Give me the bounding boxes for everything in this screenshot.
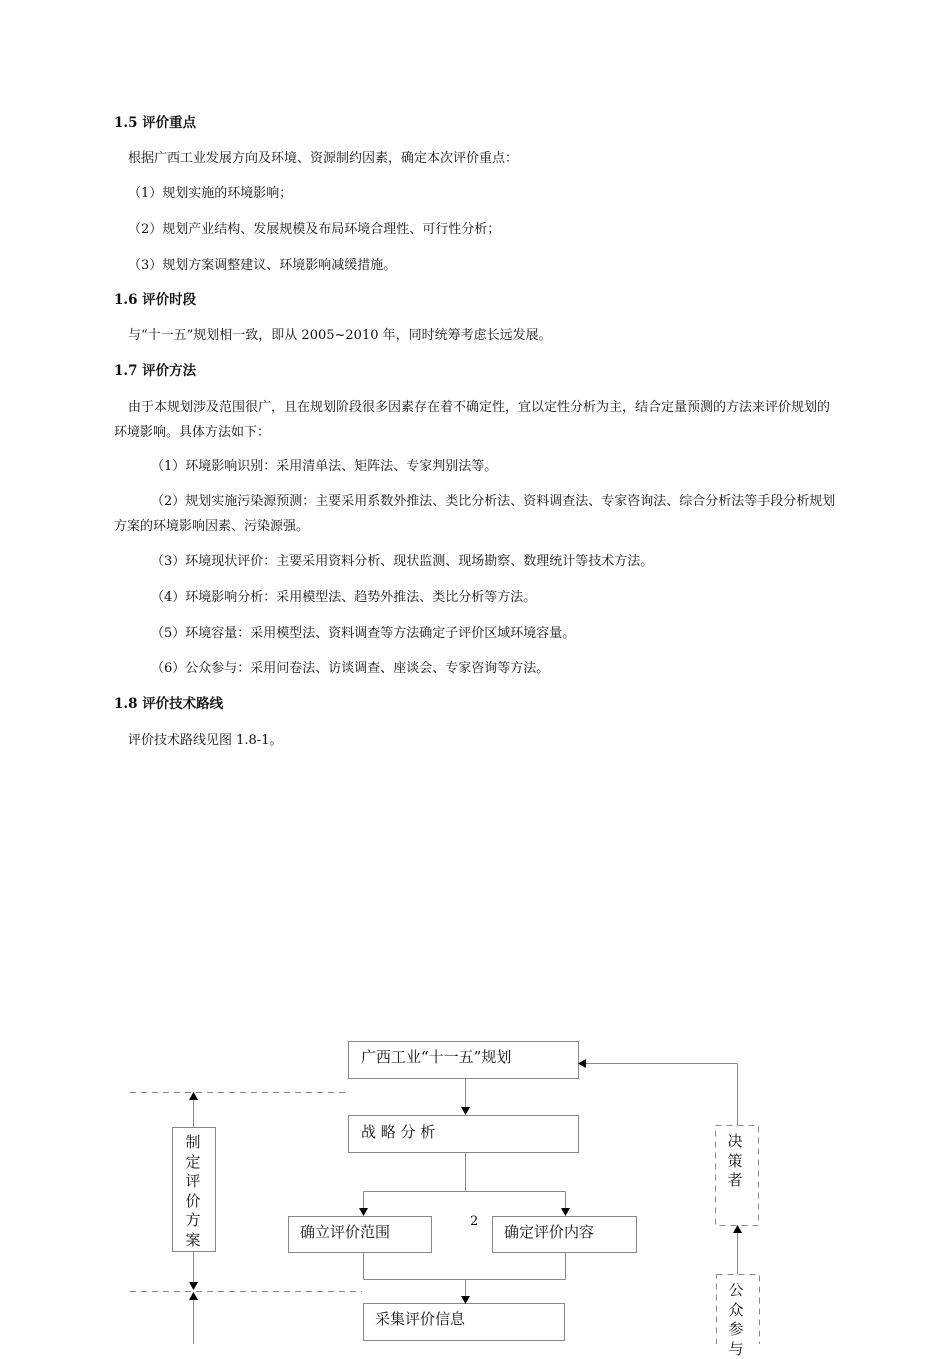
paragraph-1-8: 评价技术路线见图 1.8-1。 [128, 733, 283, 748]
list-item: （3）环境现状评价：主要采用资料分析、现状监测、现场勘察、数理统计等技术方法。 [151, 554, 654, 569]
list-item: （1）规划实施的环境影响； [128, 186, 293, 201]
heading-1-7: 1.7 评价方法 [114, 363, 197, 379]
heading-1-8: 1.8 评价技术路线 [114, 696, 224, 712]
flow-node-content: 确定评价内容 [504, 1223, 595, 1241]
page-number: 2 [470, 1214, 479, 1229]
flow-node-decision-maker: 决策者 [727, 1132, 743, 1189]
list-item: （6）公众参与：采用问卷法、访谈调查、座谈会、专家咨询等方法。 [151, 661, 550, 676]
list-item: （4）环境影响分析：采用模型法、趋势外推法、类比分析等方法。 [151, 590, 537, 605]
list-item: （1）环境影响识别：采用清单法、矩阵法、专家判别法等。 [151, 459, 498, 474]
flow-node-scope: 确立评价范围 [300, 1223, 391, 1241]
paragraph-1-7-intro: 由于本规划涉及范围很广，且在规划阶段很多因素存在着不确定性，宜以定性分析为主，结合定量预测的方法来评价规划的环境影响。具体方法如下： [114, 400, 831, 440]
paragraph-1-6: 与“十一五”规划相一致，即从 2005~2010 年，同时统筹考虑长远发展。 [128, 328, 552, 343]
paragraph-1-5-intro: 根据广西工业发展方向及环境、资源制约因素，确定本次评价重点： [128, 151, 519, 166]
heading-1-6: 1.6 评价时段 [114, 292, 197, 308]
flow-node-public: 公众参与 [728, 1281, 744, 1358]
list-item: （5）环境容量：采用模型法、资料调查等方法确定子评价区域环境容量。 [151, 626, 576, 641]
flow-node-plan: 广西工业“十一五”规划 [361, 1048, 512, 1066]
list-item: （2）规划产业结构、发展规模及布局环境合理性、可行性分析； [128, 222, 501, 237]
flow-node-collect: 采集评价信息 [375, 1310, 466, 1328]
list-item: （3）规划方案调整建议、环境影响减缓措施。 [128, 258, 397, 273]
flow-node-make-plan: 制定评价方案 [185, 1133, 201, 1249]
heading-1-5: 1.5 评价重点 [114, 115, 197, 131]
flow-node-strategy: 战 略 分 析 [361, 1123, 436, 1141]
list-item: （2）规划实施污染源预测：主要采用系数外推法、类比分析法、资料调查法、专家咨询法、综合分析法等手段分析规划方案的环境影响因素、污染源强。 [114, 494, 836, 534]
